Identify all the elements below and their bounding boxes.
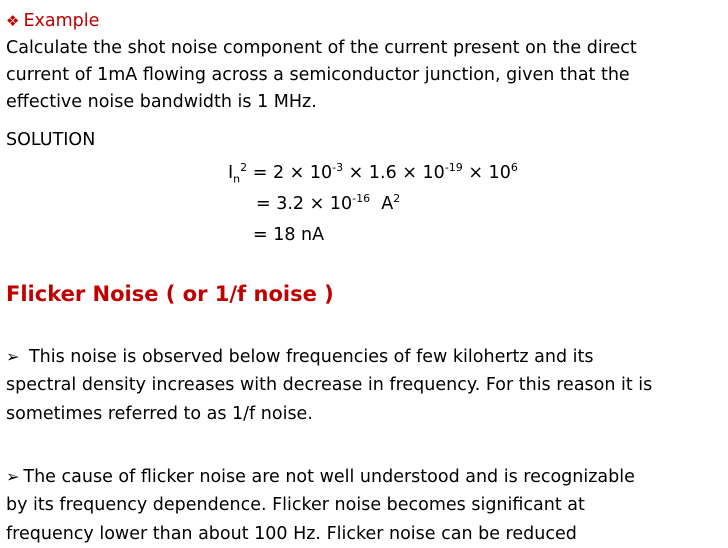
bullet1-line-3: sometimes referred to as 1/f noise.	[6, 404, 313, 424]
arrow-bullet-icon: ➢	[6, 467, 20, 486]
problem-line-3: effective noise bandwidth is 1 MHz.	[6, 92, 317, 112]
flicker-noise-heading: Flicker Noise ( or 1/f noise )	[6, 282, 334, 306]
eq-term-2: × 1.6 × 10	[343, 163, 445, 183]
equation-line-1	[228, 160, 518, 187]
eq-subscript: n	[233, 172, 241, 186]
eq-exp-1: -3	[332, 161, 344, 175]
arrow-bullet-icon: ➢	[6, 347, 20, 366]
eq-term-1: = 2 × 10	[247, 163, 333, 183]
bullet1-line-1	[6, 343, 593, 371]
eq-exp-2: -19	[444, 161, 463, 175]
eq-superscript: 2	[240, 161, 248, 175]
bullet1-text: This noise is observed below frequencies of few kilohertz and its	[23, 347, 594, 367]
eq-term-3: × 10	[462, 163, 511, 183]
bullet2-line-2: by its frequency dependence. Flicker noise becomes significant at	[6, 495, 585, 515]
bullet1-line-2: spectral density increases with decrease in frequency. For this reason it is	[6, 375, 653, 395]
example-title	[6, 8, 99, 35]
eq-exp-3: 6	[510, 161, 518, 175]
bullet2-line-3: frequency lower than about 100 Hz. Flicker noise can be reduced	[6, 524, 577, 544]
equation-line-3: = 18 nA	[253, 225, 325, 245]
equation-line-2	[256, 191, 400, 218]
eq2-exp-1: -16	[352, 192, 371, 206]
bullet2-text: The cause of flicker noise are not well understood and is recognizable	[23, 467, 635, 487]
example-title-text: Example	[23, 11, 100, 31]
problem-line-1: Calculate the shot noise component of the current present on the direct	[6, 38, 637, 58]
eq-var: I	[228, 163, 234, 183]
problem-line-2: current of 1mA flowing across a semiconductor junction, given that the	[6, 65, 630, 85]
diamond-bullet-icon: ❖	[6, 12, 20, 30]
bullet2-line-1	[6, 463, 635, 491]
solution-label: SOLUTION	[6, 130, 96, 150]
eq2-exp-2: 2	[393, 192, 401, 206]
eq2-term-2: A	[370, 194, 394, 214]
eq2-term-1: = 3.2 × 10	[256, 194, 353, 214]
